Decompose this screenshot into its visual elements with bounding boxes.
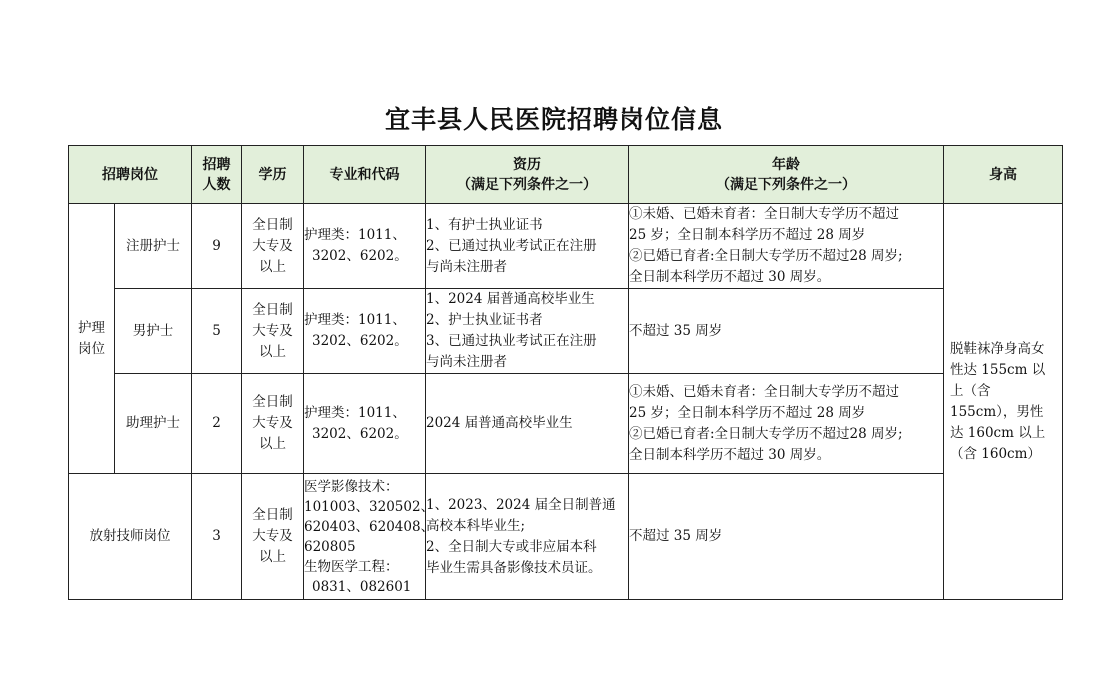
- header-age: 年龄 （满足下列条件之一）: [629, 146, 944, 204]
- age-cell: 不超过 35 周岁: [629, 474, 944, 600]
- position-count: 2: [192, 374, 242, 474]
- header-qualification: 资历 （满足下列条件之一）: [426, 146, 629, 204]
- recruitment-table: [68, 145, 1063, 600]
- education-cell: 全日制 大专及 以上: [242, 289, 304, 374]
- education-cell: 全日制 大专及 以上: [242, 204, 304, 289]
- header-position: 招聘岗位: [69, 146, 192, 204]
- header-count: 招聘 人数: [192, 146, 242, 204]
- table-row: [69, 204, 1063, 289]
- age-cell: ①未婚、已婚未育者：全日制大专学历不超过 25 岁；全日制本科学历不超过 28 周岁 ②已婚已育者:全日制大专学历不超过28 周岁; 全日制本科学历不超过 30 周岁。: [629, 374, 944, 474]
- age-cell: 不超过 35 周岁: [629, 289, 944, 374]
- table-row: [69, 474, 1063, 600]
- header-row: [69, 146, 1063, 204]
- education-cell: 全日制 大专及 以上: [242, 374, 304, 474]
- position-count: 3: [192, 474, 242, 600]
- height-requirement: 脱鞋袜净身高女性达 155cm 以上（含155cm），男性达 160cm 以上（含 160cm）: [944, 204, 1063, 600]
- major-cell: 护理类：1011、 3202、6202。: [304, 289, 426, 374]
- table-row: [69, 289, 1063, 374]
- page-title: 宜丰县人民医院招聘岗位信息: [384, 105, 723, 134]
- qualification-cell: 1、2024 届普通高校毕业生 2、护士执业证书者 3、已通过执业考试正在注册 与尚未注册者: [426, 289, 629, 374]
- qualification-cell: 1、2023、2024 届全日制普通 高校本科毕业生; 2、全日制大专或非应届本科 毕业生需具备影像技术员证。: [426, 474, 629, 600]
- position-name: 注册护士: [115, 204, 192, 289]
- header-education: 学历: [242, 146, 304, 204]
- header-height: 身高: [944, 146, 1063, 204]
- qualification-cell: 2024 届普通高校毕业生: [426, 374, 629, 474]
- qualification-cell: 1、有护士执业证书 2、已通过执业考试正在注册 与尚未注册者: [426, 204, 629, 289]
- education-cell: 全日制 大专及 以上: [242, 474, 304, 600]
- position-name: 男护士: [115, 289, 192, 374]
- table-row: [69, 374, 1063, 474]
- position-count: 5: [192, 289, 242, 374]
- major-cell: 护理类：1011、 3202、6202。: [304, 374, 426, 474]
- group-nursing-cell: 护理 岗位: [69, 204, 115, 474]
- header-major: 专业和代码: [304, 146, 426, 204]
- position-name: 放射技师岗位: [69, 474, 192, 600]
- position-count: 9: [192, 204, 242, 289]
- position-name: 助理护士: [115, 374, 192, 474]
- major-cell: 护理类：1011、 3202、6202。: [304, 204, 426, 289]
- age-cell: ①未婚、已婚未育者：全日制大专学历不超过 25 岁；全日制本科学历不超过 28 周岁 ②已婚已育者:全日制大专学历不超过28 周岁; 全日制本科学历不超过 30 周岁。: [629, 204, 944, 289]
- major-cell: 医学影像技术： 101003、320502、 620403、620408、 620805 生物医学工程： 0831、082601: [304, 474, 426, 600]
